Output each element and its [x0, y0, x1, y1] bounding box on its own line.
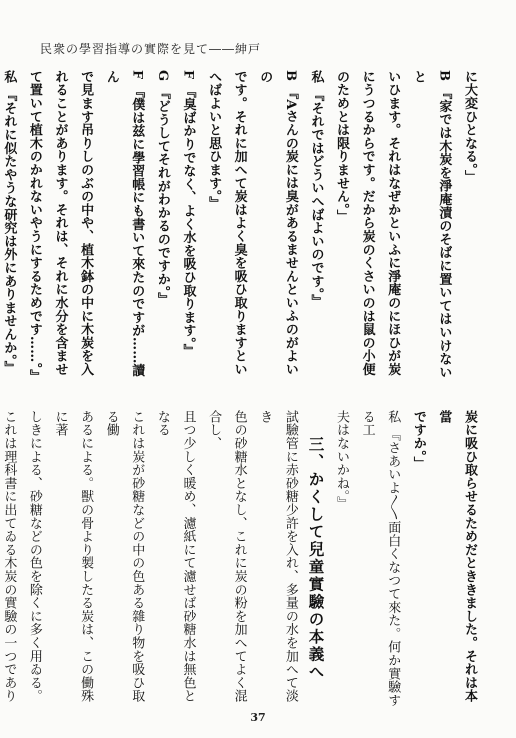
- text-line: へばよいと思ひます。』: [206, 70, 222, 210]
- text-line: のためとは限りません。」: [334, 70, 350, 224]
- text-line: F 『僕は兹に學習帳にも書いて來たのですが……讀ん: [103, 70, 145, 377]
- text-line: 私 『それではどういへばよいのです。』: [308, 70, 324, 308]
- text-line: B 『家では木炭を淨庵漬のそばに置いてはいけないと: [410, 70, 452, 379]
- upper-text-block: [1, 70, 482, 388]
- text-line: にうつるからです。だから炭のくさいのは鼠の小便: [359, 70, 375, 376]
- text-line: G 『どうしてそれがわかるのですか。』: [154, 70, 170, 306]
- text-line: しきによる、砂糖などの色を除くに多く用ゐる。: [26, 410, 42, 703]
- text-line: 私 『それに似たやうな研究は外にありませんか。』: [1, 70, 17, 375]
- text-line: 炭に吸ひ取らせるためだとききました。それは本當: [436, 410, 477, 703]
- text-line: で見ます吊りしのぶの中や、植木鉢の中に木炭を入: [78, 70, 94, 376]
- text-line: です。それに加へて炭はよく臭を吸ひ取りますとい: [231, 70, 247, 376]
- text-line: いひます。それはなぜかといふに淨庵のにほひが炭: [385, 70, 401, 376]
- text-line: あるによる。獸の骨より製したる炭は、この働殊に著: [52, 410, 94, 703]
- text-line: ですか。」: [410, 410, 426, 470]
- text-line: これは炭が砂糖などの中の色ある雜り物を吸ひ取る働: [103, 410, 145, 703]
- text-line: F 『臭ばかりでなく、よく水を吸ひ取ります。』: [180, 70, 196, 358]
- text-line: 試驗管に赤砂糖少許を入れ、多量の水を加へて淡き: [257, 410, 298, 703]
- page-number: 37: [250, 711, 266, 724]
- text-line: 私 『さあいよ〳〵面白くなつて來た。何か實驗する工: [359, 410, 401, 707]
- lower-text-block: [1, 410, 482, 710]
- text-line: 且つ少しく暖め、濾紙にて濾せば砂糖水は無色となる: [154, 410, 196, 703]
- text-line: これは理科書に出てゐる木炭の實驗の一つであり: [1, 410, 17, 703]
- running-header: 民衆の學習指導の實際を見て――紳戸: [40, 42, 262, 56]
- text-line: に大変ひとなる。」: [462, 70, 477, 184]
- text-line: 色の砂糖水となし、これに炭の粉を加へてよく混合し、: [206, 410, 247, 703]
- section-heading: 三、かくして兒童實驗の本義へ: [306, 436, 326, 681]
- text-line: 夫はないかね。』: [334, 410, 350, 510]
- text-line: れることがあります。それは、それに水分を含ませ: [52, 70, 68, 376]
- text-line: B 『Aさんの炭には臭があるませんといふのがよいの: [257, 70, 298, 376]
- text-line: て置いて植木のかれないやうにするためです……。』: [26, 70, 42, 383]
